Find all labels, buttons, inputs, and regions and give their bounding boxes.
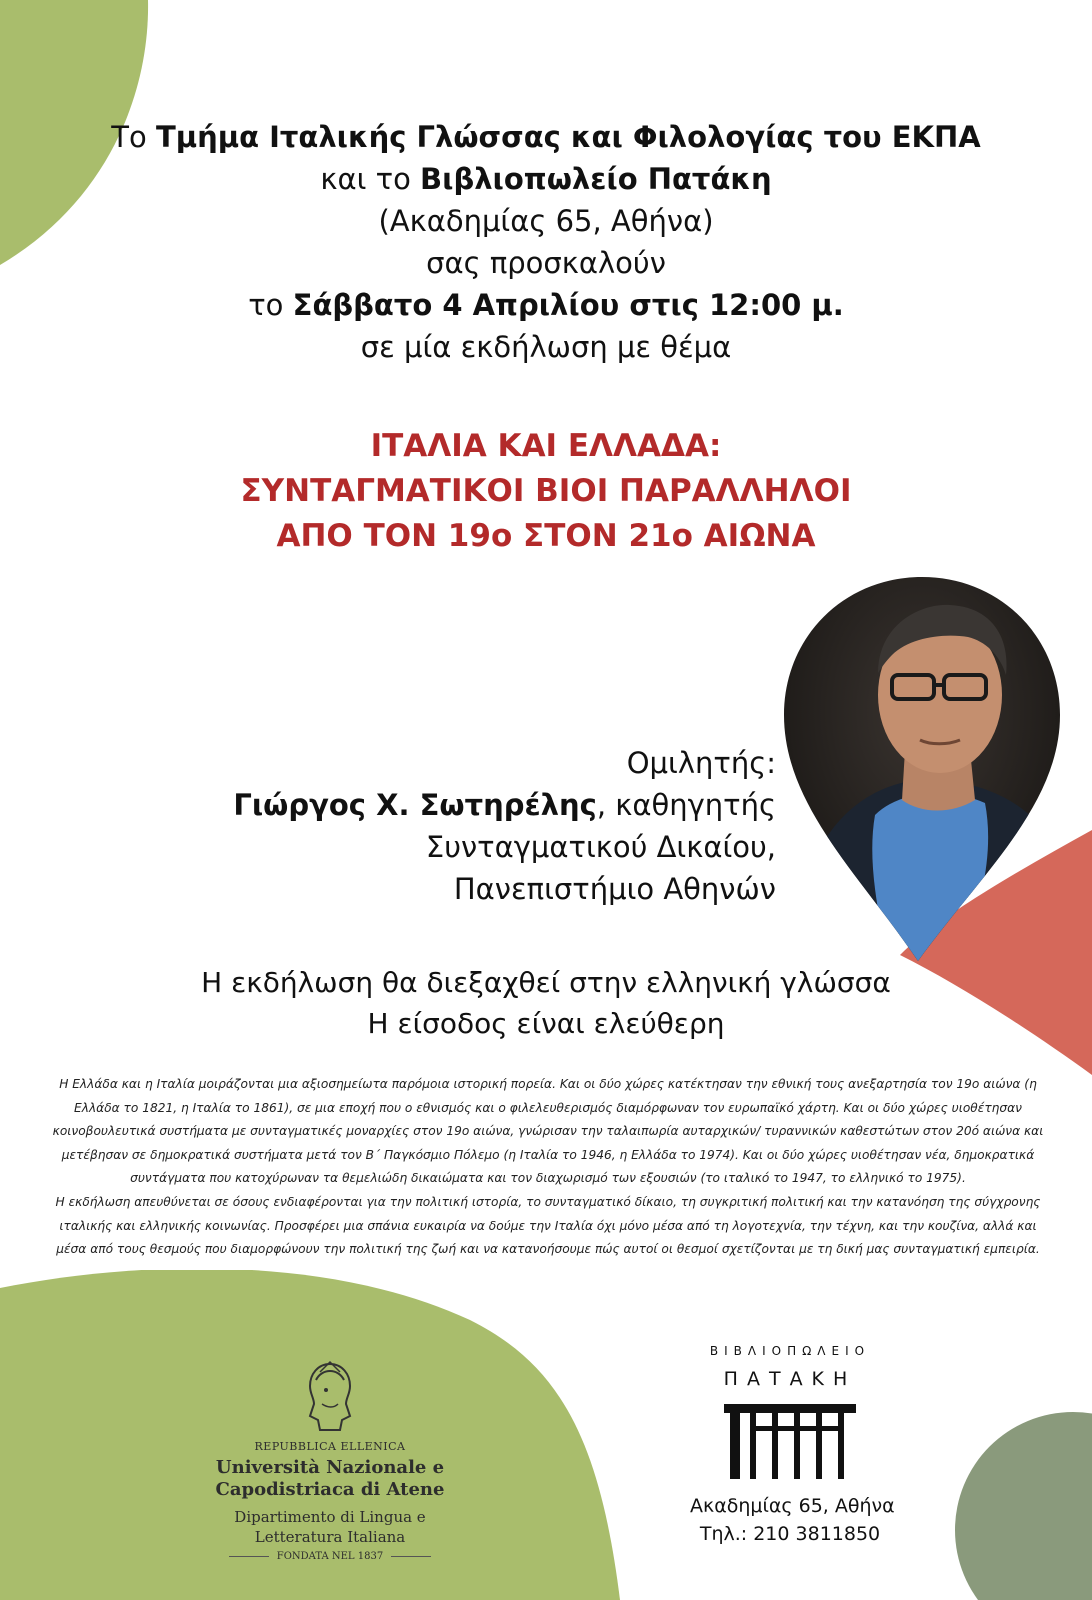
event-notes [0, 962, 1092, 1044]
language-note: Η εκδήλωση θα διεξαχθεί στην ελληνική γλώσσα [201, 966, 891, 999]
bookstore-phone: Τηλ.: 210 3811850 [699, 1523, 881, 1545]
invitation-line-6: σε μία εκδήλωση με θέμα [360, 330, 732, 364]
organizer-department: Τμήμα Ιταλικής Γλώσσας και Φιλολογίας του ΕΚΠΑ [155, 120, 981, 154]
university-logo-block [200, 1360, 460, 1562]
invitation-line-4: σας προσκαλούν [426, 246, 666, 280]
speaker-role: , καθηγητής [596, 788, 776, 822]
speaker-photo [780, 575, 1065, 965]
event-title [0, 424, 1092, 559]
bookstore-logo-block [690, 1344, 895, 1548]
invitation-text [0, 116, 1092, 368]
university-founded: FONDATA NEL 1837 [200, 1551, 460, 1562]
bookstore-logo-icon [720, 1402, 860, 1482]
event-title-line-1: ΙΤΑΛΙΑ ΚΑΙ ΕΛΛΑΔΑ: [370, 428, 722, 464]
bookstore-name: ΠΑΤΑΚΗ [723, 1368, 857, 1390]
speaker-field: Συνταγματικού Δικαίου, [425, 830, 776, 864]
athena-emblem-icon [302, 1360, 358, 1432]
divider-right [391, 1556, 431, 1557]
green-blob-bottom [0, 1270, 1092, 1600]
bookstore-contact [690, 1492, 895, 1548]
university-department: Dipartimento di Lingua e Letteratura Italiana [234, 1508, 426, 1546]
university-name: Università Nazionale e Capodistriaca di Atene [215, 1457, 445, 1500]
bookstore-address: Ακαδημίας 65, Αθήνα [690, 1495, 895, 1517]
speaker-name-line [233, 784, 776, 826]
invitation-line-2: και το Βιβλιοπωλείο Πατάκη [320, 162, 772, 196]
event-description [48, 1073, 1048, 1262]
bookstore-label: ΒΙΒΛΙΟΠΩΛΕΙΟ [709, 1344, 871, 1358]
venue-address: (Ακαδημίας 65, Αθήνα) [378, 204, 714, 238]
speaker-name: Γιώργος Χ. Σωτηρέλης [233, 788, 597, 822]
event-title-line-2: ΣΥΝΤΑΓΜΑΤΙΚΟΙ ΒΙΟΙ ΠΑΡΑΛΛΗΛΟΙ [240, 473, 852, 509]
speaker-affiliation: Πανεπιστήμιο Αθηνών [453, 872, 776, 906]
invitation-line-1: Το Τμήμα Ιταλικής Γλώσσας και Φιλολογίας του ΕΚΠΑ [111, 120, 981, 154]
event-datetime: το Σάββατο 4 Απριλίου στις 12:00 μ. [248, 288, 844, 322]
description-paragraph-2: Η εκδήλωση απευθύνεται σε όσους ενδιαφέρονται για την πολιτική ιστορία, το συνταγματικό δίκαιο, τη συγκριτική πολιτική και την κατανόηση της σύγχρονης ιταλικής και ελληνικής κοινωνίας. Προσφέρει μια σπάνια ευκαιρία να δούμε την Ιταλία όχι μόνο μέσα από τη λογοτεχνία, την τέχνη, και την κουζίνα, αλλά και μέσα από τους θεσμούς που διαμορφώνουν την πολιτική της ζωή και να κατανοήσουμε πώς αυτοί οι θεσμοί σχετίζονται με τη δική μας συνταγματική εμπειρία. [55, 1194, 1041, 1257]
university-republic: REPUBBLICA ELLENICA [254, 1440, 406, 1453]
speaker-label: Ομιλητής: [626, 746, 776, 780]
event-title-line-3: ΑΠΟ ΤΟΝ 19ο ΣΤΟΝ 21ο ΑΙΩΝΑ [276, 518, 816, 554]
organizer-bookstore: Βιβλιοπωλείο Πατάκη [420, 162, 772, 196]
entry-note: Η είσοδος είναι ελεύθερη [367, 1007, 725, 1040]
sage-circle-bottom-right [948, 1410, 1092, 1600]
description-paragraph-1: Η Ελλάδα και η Ιταλία μοιράζονται μια αξιοσημείωτα παρόμοια ιστορική πορεία. Και οι δύο χώρες κατέκτησαν την εθνική τους ανεξαρτησία τον 19ο αιώνα (η Ελλάδα το 1821, η Ιταλία το 1861), σε μια εποχή που ο εθνισμός και ο φιλελευθερισμός διαμόρφωναν τον ευρωπαϊκό χάρτη. Και οι δύο χώρες υιοθέτησαν κοινοβουλευτικά συστήματα με συνταγματικές μοναρχίες στον 19ο αιώνα, γνώρισαν την ταλαιπωρία αυταρχικών/ τυραννικών καθεστώτων στον 20ό αιώνα και μετέβησαν σε δημοκρατικά συστήματα μετά τον Β΄ Παγκόσμιο Πόλεμο (η Ιταλία το 1946, η Ελλάδα το 1974). Και οι δύο χώρες υιοθέτησαν νέα, δημοκρατικά συντάγματα που κατοχύρωναν τα θεμελιώδη δικαιώματα και τον διαχωρισμό των εξουσιών (το ιταλικό το 1947, το ελληνικό το 1975). [52, 1077, 1044, 1186]
speaker-info [233, 742, 776, 910]
divider-left [229, 1556, 269, 1557]
